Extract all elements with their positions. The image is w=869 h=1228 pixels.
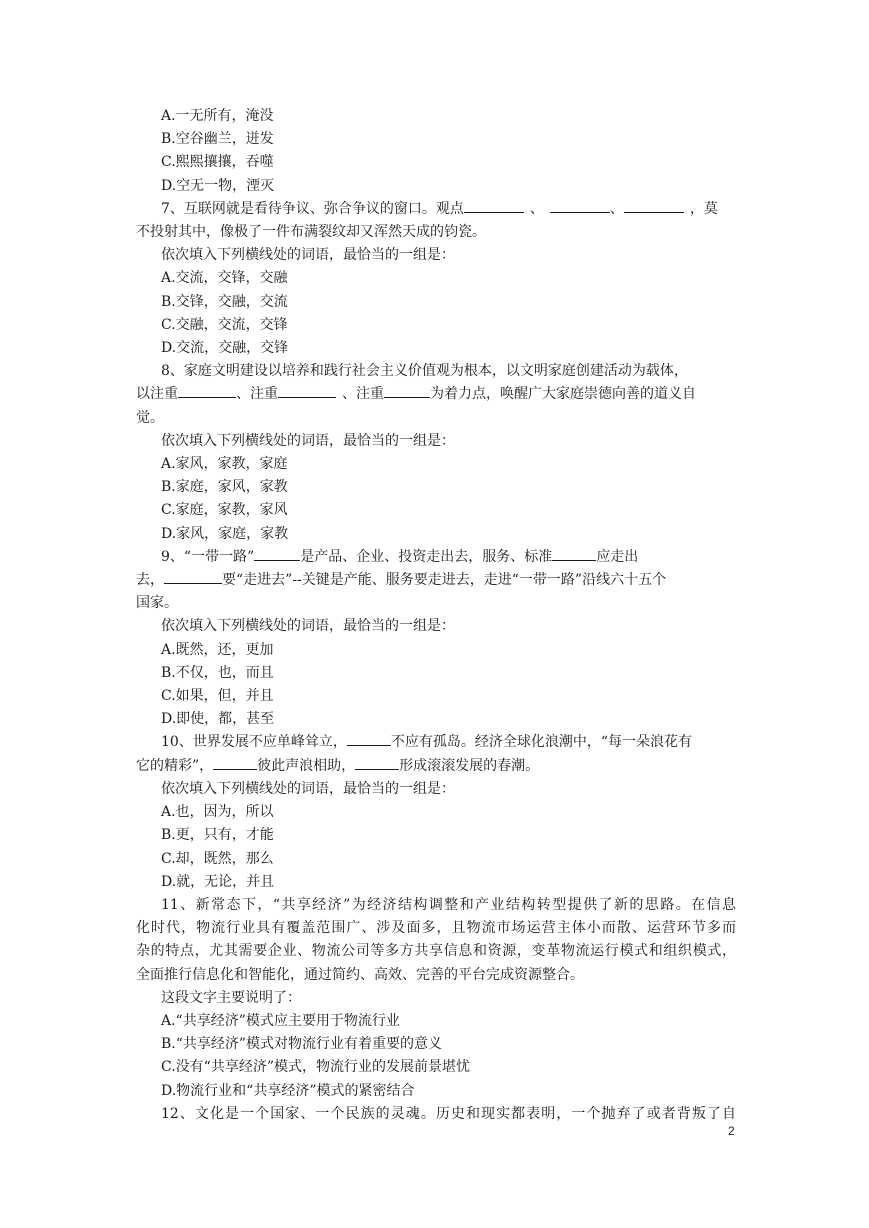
q7-option-b: B.交锋，交融，交流 (161, 293, 288, 310)
q11-stem-line2: 化时代，物流行业具有覆盖范围广、涉及面多，且物流市场运营主体小而散、运营环节多而 (136, 920, 736, 937)
q11-prompt: 这段文字主要说明了： (161, 989, 301, 1006)
q10-prompt: 依次填入下列横线处的词语，最恰当的一组是： (161, 780, 455, 797)
q6-option-c: C.熙熙攘攘，吞噬 (161, 154, 274, 171)
q8-option-a: A.家风，家教，家庭 (161, 456, 288, 473)
q9-prompt: 依次填入下列横线处的词语，最恰当的一组是： (161, 618, 455, 635)
q11-option-a: A.“共享经济”模式应主要用于物流行业 (161, 1012, 400, 1029)
q12-stem-line1: 12、文化是一个国家、一个民族的灵魂。历史和现实都表明，一个抛弃了或者背叛了自 (161, 1105, 736, 1122)
q9-blank-2 (552, 547, 596, 561)
page-content (136, 105, 736, 1126)
q9-option-a: A.既然，还，更加 (161, 641, 274, 658)
q9-option-c: C.如果，但，并且 (161, 688, 274, 705)
q6-option-d: D.空无一物，湮灭 (161, 177, 275, 194)
q7-option-c: C.交融，交流，交锋 (161, 316, 288, 333)
q8-option-c: C.家庭，家教，家风 (161, 502, 288, 519)
q7-stem-line1: 7、互联网就是看待争议、弥合争议的窗口。观点 、 、 ，莫 (161, 200, 718, 217)
q6-option-a: A.一无所有，淹没 (161, 108, 274, 124)
q8-blank-3 (384, 384, 430, 398)
q9-option-d: D.即使，都，甚至 (161, 711, 275, 728)
q11-stem-line3: 杂的特点，尤其需要企业、物流公司等多方共享信息和资源，变革物流运行模式和组织模式， (136, 943, 736, 960)
q10-option-b: B.更，只有，才能 (161, 827, 274, 844)
q7-blank-1 (464, 199, 524, 213)
q9-stem-line2: 去， 要“走进去”--关键是产能、服务要走进去，走进“一带一路”沿线六十五个 (136, 572, 667, 589)
q8-stem-line3: 觉。 (136, 409, 164, 426)
q7-blank-3 (624, 199, 684, 213)
q7-option-a: A.交流，交锋，交融 (161, 270, 288, 287)
q10-option-d: D.就，无论，并且 (161, 873, 275, 890)
q8-option-b: B.家庭，家风，家教 (161, 479, 288, 496)
q9-stem-line1: 9、“一带一路” 是产品、企业、投资走出去，服务、标准 应走出 (161, 548, 639, 565)
q11-option-b: B.“共享经济”模式对物流行业有着重要的意义 (161, 1036, 443, 1053)
q11-option-d: D.物流行业和“共享经济”模式的紧密结合 (161, 1082, 415, 1099)
q7-option-d: D.交流，交融，交锋 (161, 340, 289, 357)
q8-stem-line1: 8、家庭文明建设以培养和践行社会主义价值观为根本，以文明家庭创建活动为载体， (161, 363, 688, 380)
q8-stem-line2: 以注重 、注重 、注重 为着力点，唤醒广大家庭崇德向善的道义自 (136, 386, 696, 403)
q6-option-b: B.空谷幽兰，迸发 (161, 131, 274, 148)
q8-option-d: D.家风，家庭，家教 (161, 525, 289, 542)
q7-stem-line2: 不投射其中，像极了一件布满裂纹却又浑然天成的钧瓷。 (136, 224, 486, 241)
q10-blank-1 (347, 732, 391, 746)
q9-blank-1 (254, 547, 300, 561)
q10-option-c: C.却，既然，那么 (161, 850, 274, 867)
q10-option-a: A.也，因为，所以 (161, 804, 274, 821)
q8-prompt: 依次填入下列横线处的词语，最恰当的一组是： (161, 432, 455, 449)
q11-stem-line4: 全面推行信息化和智能化，通过简约、高效、完善的平台完成资源整合。 (136, 966, 584, 983)
q9-stem-line3: 国家。 (136, 595, 178, 612)
q7-blank-2 (550, 199, 610, 213)
q8-blank-1 (178, 384, 236, 398)
q9-option-b: B.不仅，也，而且 (161, 664, 274, 681)
page-number: 2 (728, 1124, 735, 1138)
q10-stem-line2: 它的精彩”， 彼此声浪相助， 形成滚滚发展的春潮。 (136, 757, 540, 774)
q7-prompt: 依次填入下列横线处的词语，最恰当的一组是： (161, 247, 455, 264)
q11-stem-line1: 11、新常态下，“共享经济”为经济结构调整和产业结构转型提供了新的思路。在信息 (161, 896, 736, 913)
q10-blank-3 (355, 756, 399, 770)
q10-blank-2 (213, 756, 257, 770)
q11-option-c: C.没有“共享经济”模式，物流行业的发展前景堪忧 (161, 1059, 470, 1076)
q10-stem-line1: 10、世界发展不应单峰耸立， 不应有孤岛。经济全球化浪潮中，“每一朵浪花有 (161, 734, 692, 751)
q8-blank-2 (278, 384, 336, 398)
q9-blank-3 (164, 570, 222, 584)
